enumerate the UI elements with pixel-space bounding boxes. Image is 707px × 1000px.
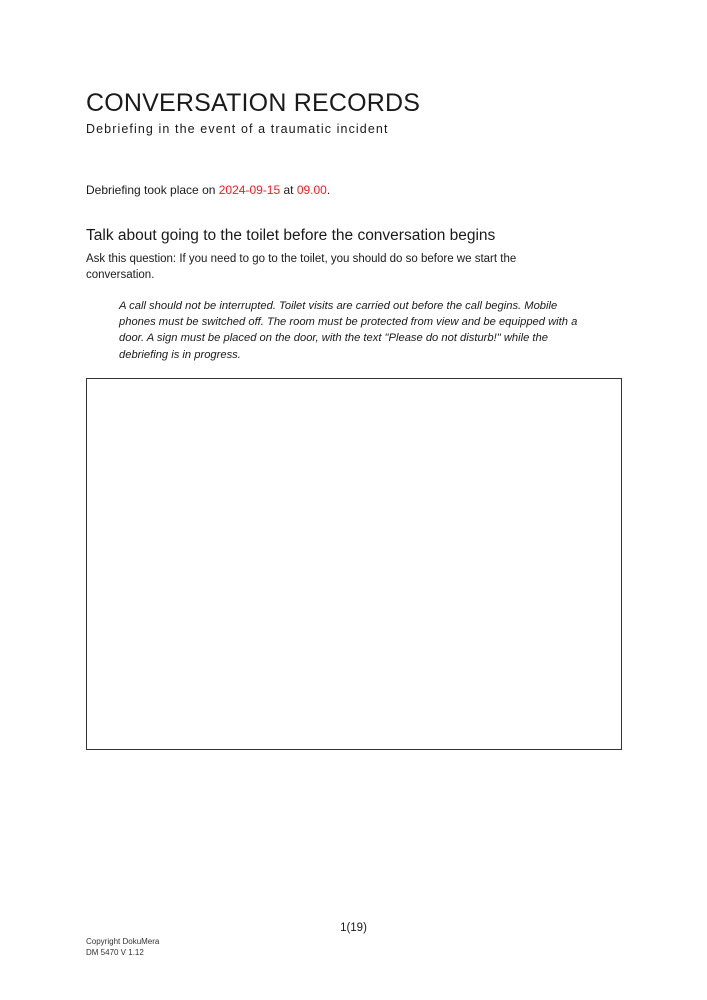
date-line-prefix: Debriefing took place on bbox=[86, 183, 219, 197]
page-number: 1(19) bbox=[340, 922, 367, 934]
copyright-text: Copyright DokuMera bbox=[86, 937, 160, 946]
date-line-suffix: . bbox=[326, 183, 331, 197]
date-line-middle: at bbox=[280, 183, 297, 197]
debriefing-time: 09.00 bbox=[296, 183, 327, 197]
section-instruction: Ask this question: If you need to go to the toilet, you should do so before we start the conversation. bbox=[86, 253, 517, 281]
debriefing-date: 2024-09-15 bbox=[218, 183, 281, 197]
page-title: CONVERSATION RECORDS bbox=[86, 89, 421, 117]
version-text: DM 5470 V 1.12 bbox=[86, 947, 144, 957]
debriefing-date-line bbox=[86, 182, 330, 198]
footer bbox=[86, 937, 159, 958]
page-subtitle: Debriefing in the event of a traumatic incident bbox=[86, 122, 389, 136]
section-heading: Talk about going to the toilet before the conversation begins bbox=[86, 227, 496, 244]
section-note: A call should not be interrupted. Toilet visits are carried out before the call begins. Mobile phones must be switched off. The room must be protected from view and be equipped with a door. A sign must be placed on the door, with the text "Please do not disturb!" while the debriefing is in progress. bbox=[119, 300, 578, 361]
answer-text-box[interactable] bbox=[86, 378, 622, 750]
